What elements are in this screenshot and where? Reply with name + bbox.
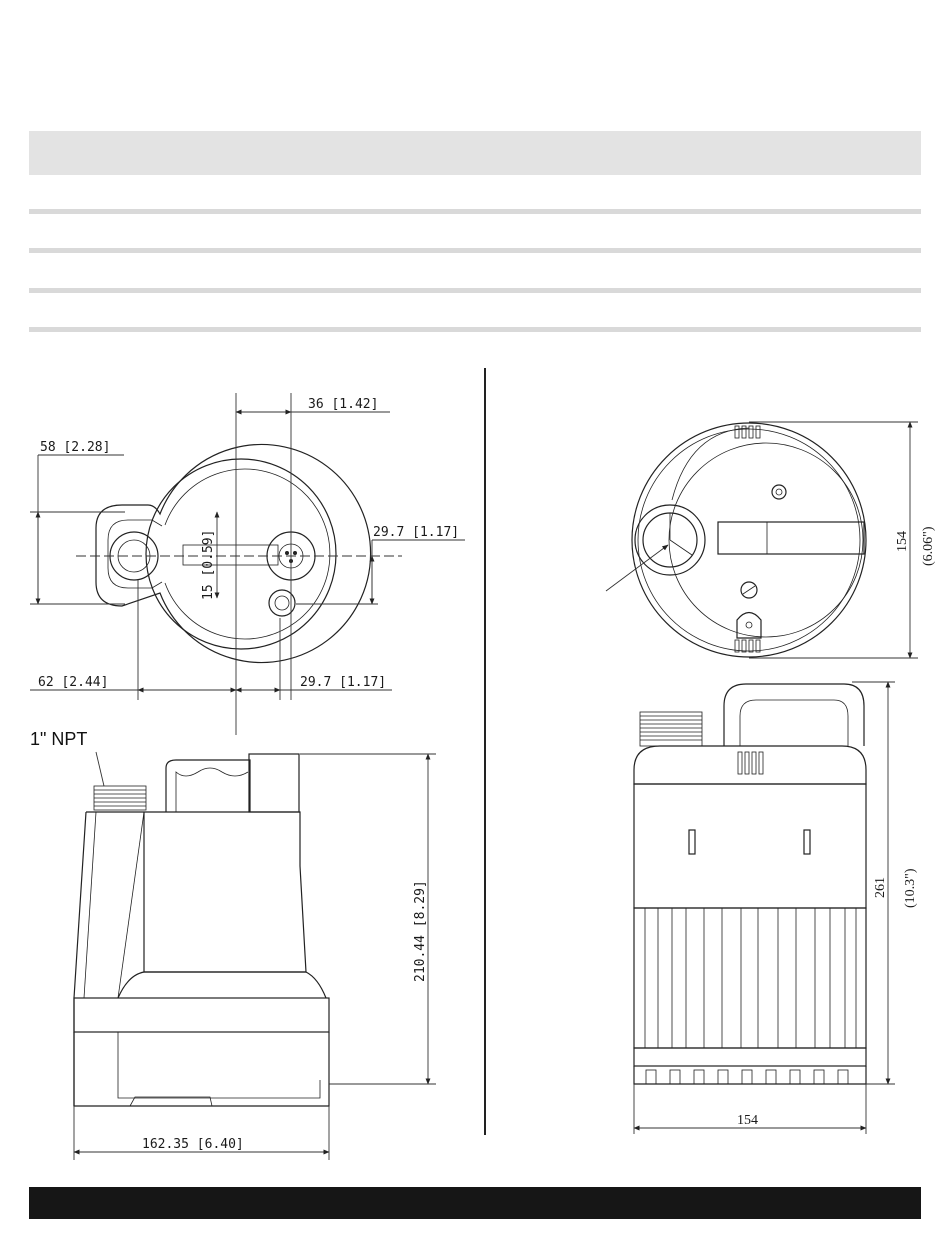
- height-mm: 261: [873, 877, 888, 898]
- right-top-view: [606, 422, 936, 658]
- diameter-in: (6.06"): [921, 526, 936, 566]
- dim-height: 210.44 [8.29]: [413, 880, 428, 982]
- dim-bottom-left: 62 [2.44]: [38, 675, 109, 690]
- width-mm: 154: [737, 1113, 758, 1128]
- left-side-view: [30, 729, 436, 1160]
- dim-outlet-offset: 36 [1.42]: [308, 397, 379, 412]
- dim-width: 162.35 [6.40]: [142, 1137, 244, 1152]
- height-in: (10.3"): [903, 868, 918, 908]
- npt-label: 1" NPT: [30, 729, 88, 749]
- right-front-view: [634, 682, 918, 1134]
- dim-slot-width: 15 [0.59]: [201, 529, 216, 600]
- dim-bottom-right: 29.7 [1.17]: [300, 675, 387, 690]
- dim-right-offset: 29.7 [1.17]: [373, 525, 460, 540]
- dim-handle-width: 58 [2.28]: [40, 440, 111, 455]
- left-top-view: [30, 393, 465, 735]
- diameter-mm: 154: [895, 531, 910, 552]
